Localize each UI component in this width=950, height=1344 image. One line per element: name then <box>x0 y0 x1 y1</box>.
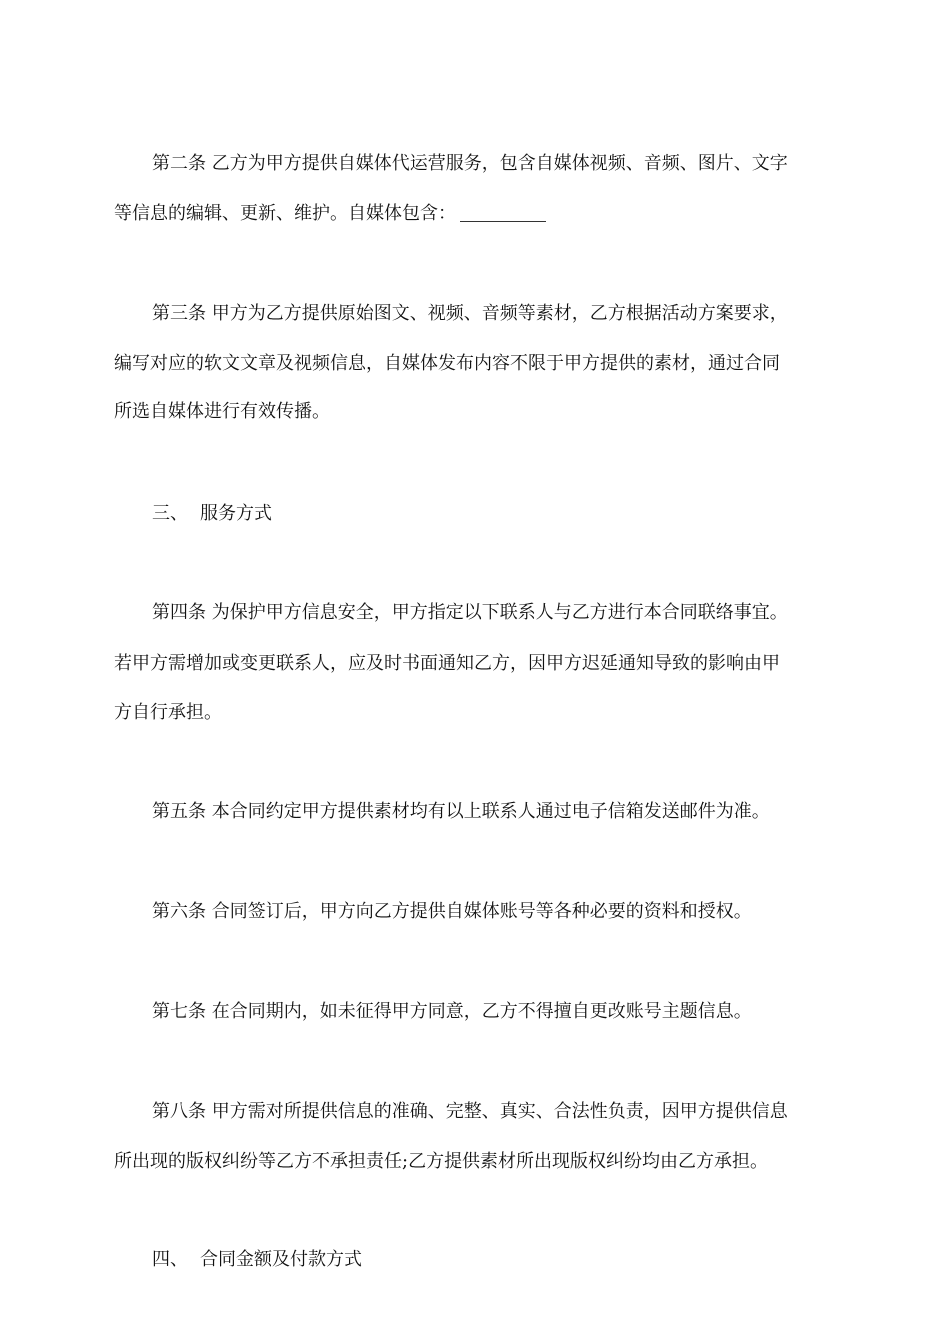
section-3-title: 服务方式 <box>200 503 272 524</box>
article-3-line-1: 第三条 甲方为乙方提供原始图文、视频、音频等素材，乙方根据活动方案要求， <box>152 303 788 324</box>
article-5-line-1: 第五条 本合同约定甲方提供素材均有以上联系人通过电子信箱发送邮件为准。 <box>152 801 770 822</box>
article-2-line-2-text: 等信息的编辑、更新、维护。自媒体包含： <box>114 203 456 224</box>
article-2-line-1: 第二条 乙方为甲方提供自媒体代运营服务，包含自媒体视频、音频、图片、文字 <box>152 153 788 174</box>
article-8-line-2: 所出现的版权纠纷等乙方不承担责任;乙方提供素材所出现版权纠纷均由乙方承担。 <box>114 1151 769 1172</box>
article-6-line-1: 第六条 合同签订后，甲方向乙方提供自媒体账号等各种必要的资料和授权。 <box>152 901 752 922</box>
section-3-number: 三、 <box>152 503 188 524</box>
article-2-line-2 <box>114 202 546 226</box>
section-3-heading <box>152 502 272 526</box>
fill-in-blank <box>460 203 546 222</box>
article-7-line-1: 第七条 在合同期内，如未征得甲方同意，乙方不得擅自更改账号主题信息。 <box>152 1001 752 1022</box>
section-4-number: 四、 <box>152 1249 188 1270</box>
article-3-line-3: 所选自媒体进行有效传播。 <box>114 401 330 422</box>
article-4-line-1: 第四条 为保护甲方信息安全，甲方指定以下联系人与乙方进行本合同联络事宜。 <box>152 602 788 623</box>
article-4-line-3: 方自行承担。 <box>114 702 222 723</box>
article-3-line-2: 编写对应的软文文章及视频信息，自媒体发布内容不限于甲方提供的素材，通过合同 <box>114 353 780 374</box>
section-4-title: 合同金额及付款方式 <box>200 1249 362 1270</box>
section-4-heading <box>152 1248 362 1272</box>
article-8-line-1: 第八条 甲方需对所提供信息的准确、完整、真实、合法性负责，因甲方提供信息 <box>152 1101 788 1122</box>
article-4-line-2: 若甲方需增加或变更联系人，应及时书面通知乙方，因甲方迟延通知导致的影响由甲 <box>114 653 780 674</box>
